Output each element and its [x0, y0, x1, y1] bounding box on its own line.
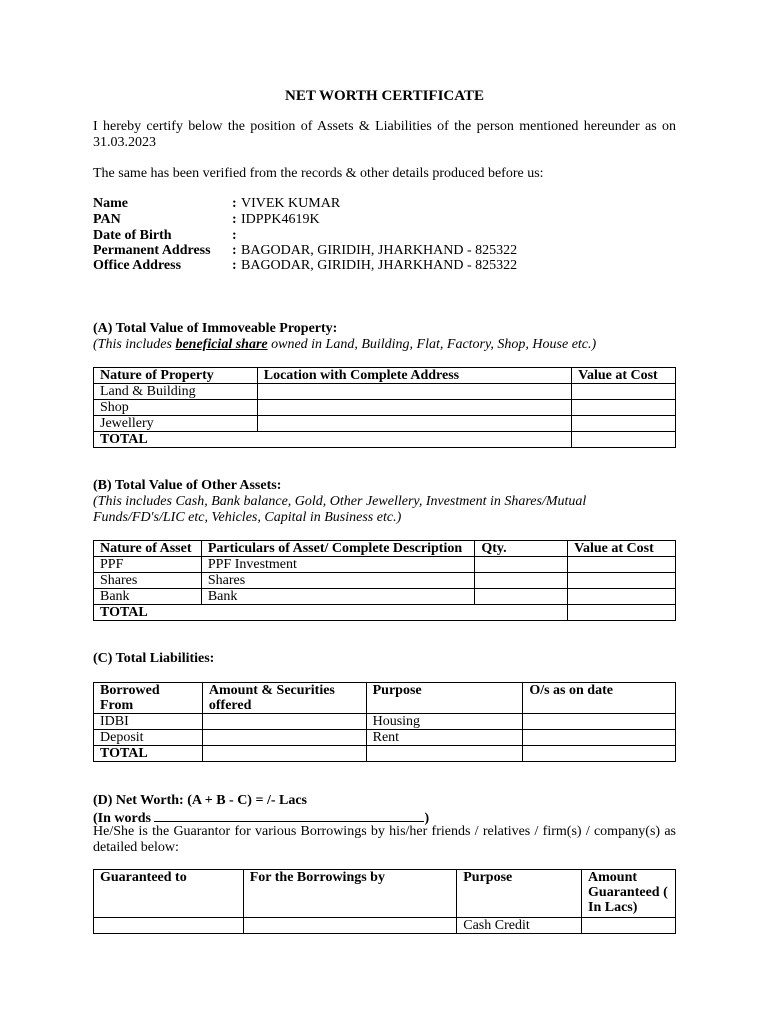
guarantor-paragraph: He/She is the Guarantor for various Borrowings by his/her friends / relatives / firm(s) / company(s) as detailed below: — [93, 824, 676, 855]
table-cell — [523, 730, 676, 746]
table-header: O/s as on date — [523, 683, 676, 714]
table-cell: Housing — [366, 714, 523, 730]
table-header-row — [94, 368, 676, 384]
total-label: TOTAL — [94, 746, 203, 762]
pan-label: PAN — [93, 212, 121, 227]
total-label: TOTAL — [94, 605, 568, 621]
table-cell — [572, 400, 676, 416]
table-header: Value at Cost — [568, 541, 676, 557]
in-words-blank — [154, 809, 424, 822]
table-cell — [202, 746, 366, 762]
other-assets-table — [93, 540, 676, 621]
name-value: VIVEK KUMAR — [241, 196, 341, 211]
total-value — [523, 746, 676, 762]
table-row — [94, 589, 676, 605]
colon: : — [232, 196, 237, 211]
colon: : — [232, 258, 237, 273]
table-cell: Bank — [201, 589, 474, 605]
total-value — [572, 432, 676, 448]
table-row — [94, 918, 676, 934]
table-cell — [94, 918, 244, 934]
name-label: Name — [93, 196, 128, 211]
intro-paragraph: I hereby certify below the position of Assets & Liabilities of the person mentioned hereunder as on 31.03.2023 — [93, 119, 676, 150]
table-cell — [475, 557, 568, 573]
table-cell — [366, 746, 523, 762]
table-header: Nature of Property — [94, 368, 258, 384]
table-row — [94, 557, 676, 573]
total-value — [568, 605, 676, 621]
net-worth-heading: (D) Net Worth: (A + B - C) = /- Lacs — [93, 793, 307, 808]
table-header: Purpose — [457, 870, 582, 918]
table-row — [94, 400, 676, 416]
table-cell: Cash Credit — [457, 918, 582, 934]
table-cell — [202, 730, 366, 746]
table-cell: PPF Investment — [201, 557, 474, 573]
verified-paragraph: The same has been verified from the records & other details produced before us: — [93, 166, 544, 181]
table-cell — [202, 714, 366, 730]
table-row — [94, 416, 676, 432]
table-row — [94, 573, 676, 589]
colon: : — [232, 243, 237, 258]
section-a-heading: (A) Total Value of Immoveable Property: — [93, 321, 338, 336]
page-title: NET WORTH CERTIFICATE — [285, 88, 484, 104]
table-row — [94, 730, 676, 746]
in-words-close: ) — [424, 811, 430, 826]
office-address-row — [93, 258, 676, 274]
pan-row — [93, 212, 676, 228]
table-cell: Bank — [94, 589, 202, 605]
note-emphasis: beneficial share — [175, 337, 268, 352]
section-b-note: (This includes Cash, Bank balance, Gold, Other Jewellery, Investment in Shares/Mutual Funds/FD's/LIC etc, Vehicles, Capital in Business etc.) — [93, 494, 587, 525]
immoveable-property-table — [93, 367, 676, 448]
table-header: Nature of Asset — [94, 541, 202, 557]
table-cell: Deposit — [94, 730, 203, 746]
table-cell: Shares — [201, 573, 474, 589]
table-cell — [572, 384, 676, 400]
table-cell: PPF — [94, 557, 202, 573]
total-row — [94, 746, 676, 762]
colon: : — [232, 228, 237, 243]
table-header-row — [94, 870, 676, 918]
office-address-label: Office Address — [93, 258, 182, 273]
table-cell — [475, 573, 568, 589]
liabilities-table — [93, 682, 676, 762]
table-cell — [257, 400, 571, 416]
table-row — [94, 714, 676, 730]
table-cell: Rent — [366, 730, 523, 746]
section-c-heading: (C) Total Liabilities: — [93, 651, 215, 666]
table-header: Guaranteed to — [94, 870, 244, 918]
table-cell — [568, 589, 676, 605]
table-row — [94, 384, 676, 400]
table-header: Borrowed From — [94, 683, 203, 714]
dob-row — [93, 228, 676, 244]
table-header-row — [94, 541, 676, 557]
table-header: Qty. — [475, 541, 568, 557]
table-cell: IDBI — [94, 714, 203, 730]
permanent-address-label: Permanent Address — [93, 243, 211, 258]
table-cell — [475, 589, 568, 605]
table-cell — [582, 918, 676, 934]
table-header: Particulars of Asset/ Complete Description — [201, 541, 474, 557]
guarantee-table — [93, 869, 676, 934]
permanent-address-row — [93, 243, 676, 259]
in-words-label: (In words — [93, 811, 151, 826]
table-header: Purpose — [366, 683, 523, 714]
table-cell — [568, 573, 676, 589]
table-cell — [572, 416, 676, 432]
table-header: Amount & Securities offered — [202, 683, 366, 714]
table-cell: Land & Building — [94, 384, 258, 400]
note-text: (This includes — [93, 337, 176, 352]
total-label: TOTAL — [94, 432, 572, 448]
table-header-row — [94, 683, 676, 714]
section-a-note — [93, 337, 676, 353]
table-header: For the Borrowings by — [243, 870, 457, 918]
table-header: Location with Complete Address — [257, 368, 571, 384]
name-row — [93, 196, 676, 212]
note-text: owned in Land, Building, Flat, Factory, Shop, House etc.) — [267, 337, 597, 352]
office-address-value: BAGODAR, GIRIDIH, JHARKHAND - 825322 — [241, 258, 518, 273]
section-b-heading: (B) Total Value of Other Assets: — [93, 478, 282, 493]
table-cell — [257, 416, 571, 432]
permanent-address-value: BAGODAR, GIRIDIH, JHARKHAND - 825322 — [241, 243, 518, 258]
table-cell — [257, 384, 571, 400]
table-cell: Shop — [94, 400, 258, 416]
table-cell: Shares — [94, 573, 202, 589]
dob-label: Date of Birth — [93, 228, 172, 243]
total-row — [94, 432, 676, 448]
table-cell — [568, 557, 676, 573]
table-cell — [243, 918, 457, 934]
table-cell — [523, 714, 676, 730]
table-cell: Jewellery — [94, 416, 258, 432]
table-header: Value at Cost — [572, 368, 676, 384]
table-header: Amount Guaranteed ( In Lacs) — [582, 870, 676, 918]
pan-value: IDPPK4619K — [241, 212, 320, 227]
total-row — [94, 605, 676, 621]
colon: : — [232, 212, 237, 227]
